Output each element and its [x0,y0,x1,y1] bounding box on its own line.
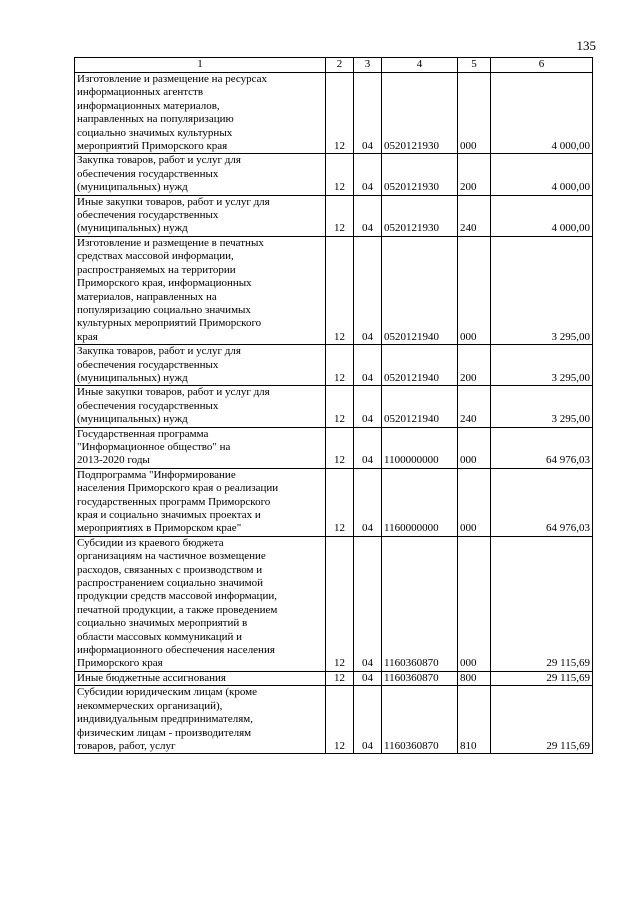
row-description [75,345,326,386]
header-col-1: 1 [75,58,326,73]
row-c2: 12 [326,468,354,536]
description-line: Иные бюджетные ассигнования [77,671,226,684]
row-c5: 810 [458,686,491,754]
row-c4: 1100000000 [382,427,458,468]
header-row [75,58,593,73]
row-c6: 3 295,00 [491,345,593,386]
row-c5: 000 [458,427,491,468]
row-c6: 3 295,00 [491,386,593,427]
description-line: организациям на частичное возмещение [77,550,266,563]
row-c4: 0520121930 [382,195,458,236]
table-row [75,236,593,344]
description-line: (муниципальных) нужд [77,371,188,384]
description-line: информационного обеспечения населения [77,644,275,657]
description-line: социально значимых мероприятий в [77,617,248,630]
description-line: обеспечения государственных [77,209,219,222]
row-c5: 240 [458,386,491,427]
description-line: культурных мероприятий Приморского [77,317,262,330]
row-c5: 000 [458,236,491,344]
description-line: Приморского края [77,657,163,670]
table-row [75,686,593,754]
table-row [75,195,593,236]
description-line: (муниципальных) нужд [77,222,188,235]
description-line: края [77,330,98,343]
header-col-3: 3 [354,58,382,73]
row-c3: 04 [354,468,382,536]
header-col-5: 5 [458,58,491,73]
description-line: населения Приморского края о реализации [77,482,279,495]
description-line: обеспечения государственных [77,167,219,180]
table-row [75,345,593,386]
row-description [75,73,326,154]
row-c2: 12 [326,236,354,344]
description-line: Иные закупки товаров, работ и услуг для [77,195,270,208]
row-c5: 800 [458,671,491,685]
table-header [75,58,593,73]
description-line: 2013-2020 годы [77,454,150,467]
description-line: Приморского края, информационных [77,277,252,290]
row-c5: 200 [458,154,491,195]
row-c6: 3 295,00 [491,236,593,344]
row-description [75,154,326,195]
description-line: Иные закупки товаров, работ и услуг для [77,386,270,399]
row-c2: 12 [326,686,354,754]
row-c3: 04 [354,73,382,154]
row-c3: 04 [354,686,382,754]
row-c3: 04 [354,386,382,427]
description-line: Изготовление и размещение в печатных [77,236,264,249]
description-line: расходов, связанных с производством и [77,563,263,576]
description-line: "Информационное общество" на [77,440,231,453]
row-c3: 04 [354,345,382,386]
row-c3: 04 [354,154,382,195]
row-c2: 12 [326,427,354,468]
row-c5: 240 [458,195,491,236]
row-c3: 04 [354,195,382,236]
row-description [75,236,326,344]
description-line: Изготовление и размещение на ресурсах [77,73,267,85]
description-line: (муниципальных) нужд [77,181,188,194]
header-col-4: 4 [382,58,458,73]
description-line: края и социально значимых проектах и [77,509,261,521]
description-line: материалов, направленных на [77,290,217,303]
description-line: обеспечения государственных [77,399,219,412]
description-line: информационных материалов, [77,99,220,112]
row-c6: 29 115,69 [491,536,593,671]
description-line: обеспечения государственных [77,358,219,371]
description-line: направленных на популяризацию [77,113,234,126]
description-line: физическим лицам - производителям [77,726,252,739]
header-col-2: 2 [326,58,354,73]
description-line: средствах массовой информации, [77,250,234,263]
row-c4: 1160000000 [382,468,458,536]
row-c2: 12 [326,154,354,195]
table-row [75,427,593,468]
description-line: Субсидии юридическим лицам (кроме [77,686,258,699]
row-c4: 1160360870 [382,686,458,754]
description-line: распространением социально значимой [77,577,263,590]
table-body [75,73,593,754]
description-line: индивидуальным предпринимателям, [77,713,253,726]
description-line: Подпрограмма "Информирование [77,468,236,481]
page-number: 135 [576,38,596,53]
row-c3: 04 [354,236,382,344]
table-row [75,468,593,536]
description-line: Закупка товаров, работ и услуг для [77,345,241,358]
row-c4: 1160360870 [382,536,458,671]
row-description [75,427,326,468]
description-line: государственных программ Приморского [77,495,271,508]
table-row [75,671,593,685]
description-line: Государственная программа [77,427,209,440]
table-row [75,536,593,671]
row-c2: 12 [326,73,354,154]
row-c4: 1160360870 [382,671,458,685]
row-c3: 04 [354,427,382,468]
row-c4: 0520121940 [382,345,458,386]
row-c5: 000 [458,73,491,154]
row-c2: 12 [326,386,354,427]
description-line: товаров, работ, услуг [77,739,176,752]
row-c2: 12 [326,345,354,386]
description-line: (муниципальных) нужд [77,413,188,426]
row-c6: 4 000,00 [491,73,593,154]
description-line: печатной продукции, а также проведением [77,603,278,616]
description-line: мероприятий Приморского края [77,140,228,153]
row-c6: 29 115,69 [491,686,593,754]
description-line: продукции средств массовой информации, [77,590,277,603]
row-description [75,195,326,236]
description-line: информационных агентств [77,86,204,99]
row-description [75,686,326,754]
row-c4: 0520121940 [382,236,458,344]
row-c6: 4 000,00 [491,154,593,195]
row-c6: 64 976,03 [491,427,593,468]
row-c5: 000 [458,468,491,536]
row-c6: 29 115,69 [491,671,593,685]
row-description [75,386,326,427]
row-c2: 12 [326,536,354,671]
row-c5: 000 [458,536,491,671]
row-description [75,536,326,671]
table-row [75,386,593,427]
description-line: области массовых коммуникаций и [77,630,243,643]
row-c4: 0520121940 [382,386,458,427]
budget-table [74,57,593,754]
description-line: некоммерческих организаций), [77,699,223,712]
description-line: распространяемых на территории [77,263,236,276]
row-c3: 04 [354,671,382,685]
row-description [75,671,326,685]
row-c3: 04 [354,536,382,671]
row-c4: 0520121930 [382,154,458,195]
row-c6: 4 000,00 [491,195,593,236]
description-line: мероприятиях в Приморском крае" [77,522,242,535]
row-description [75,468,326,536]
row-c2: 12 [326,195,354,236]
header-col-6: 6 [491,58,593,73]
row-c6: 64 976,03 [491,468,593,536]
description-line: Субсидии из краевого бюджета [77,536,224,549]
row-c2: 12 [326,671,354,685]
table-row [75,154,593,195]
description-line: популяризацию социально значимых [77,303,251,316]
description-line: Закупка товаров, работ и услуг для [77,154,241,167]
table-row [75,73,593,154]
row-c4: 0520121930 [382,73,458,154]
description-line: социально значимых культурных [77,126,233,139]
row-c5: 200 [458,345,491,386]
